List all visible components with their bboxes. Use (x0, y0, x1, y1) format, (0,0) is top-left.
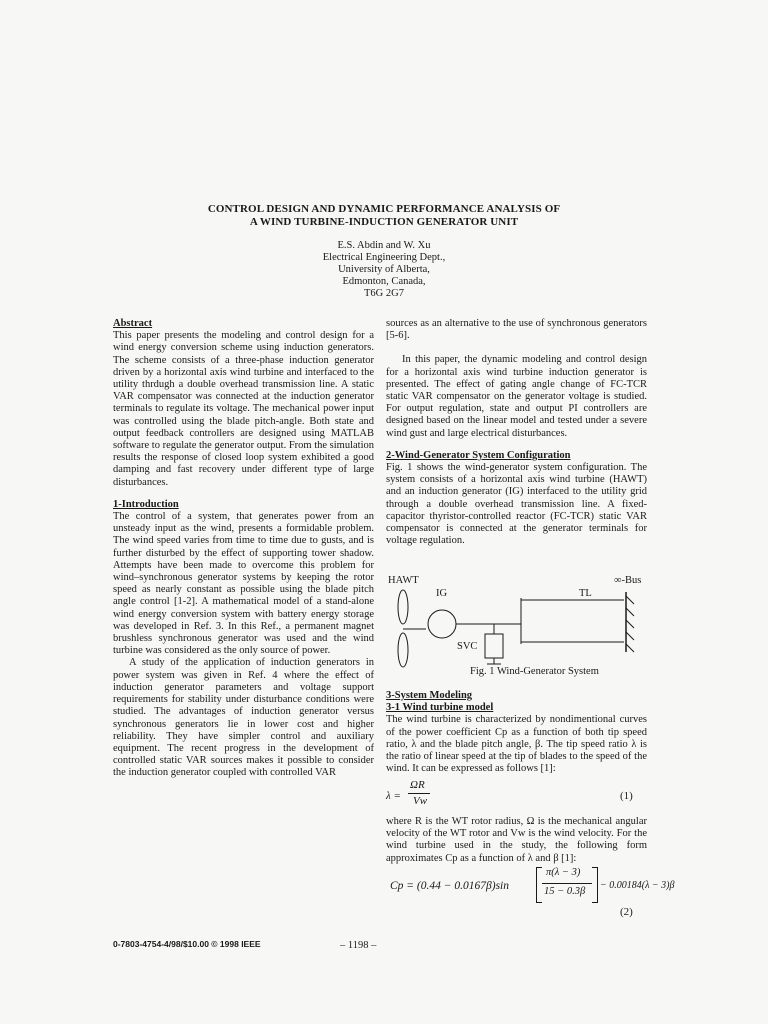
induction-generator-symbol (428, 610, 456, 638)
abstract-text: This paper presents the modeling and control design for a wind energy conversion scheme using induction generators. The scheme consists of a three-phase induction generator driven by a horizontal axis wind turbine and interfaced to the utility thrdugh a double overhead transmission line. A static VAR compensator was connected at the induction generator terminals to regulate its voltage. The mechanical power input was controlled using the blade pitch-angle. Both state and output feedback controllers are designed using MATLAB software to regulate the generator output. From the simulation results the response of closed loop system exhibited a good damping and fast recovery under different type of large disturbances. (113, 330, 374, 488)
section2-heading: 2-Wind-Generator System Configuration (386, 449, 571, 461)
svc-box (485, 634, 503, 658)
eq2-lhs: Cp = (0.44 − 0.0167β)sin (390, 880, 509, 892)
continued-paragraph: sources as an alternative to the use of synchronous generators [5-6]. (386, 318, 647, 342)
intro-paragraph-2: A study of the application of induction generators in power system was given in Ref. 4 where the effect of induction generator parameters and voltage support requirements for stability under disturbance conditions were studied. The advantages of induction generator versus synchronous generators lie in lower cost and higher reliability. They have simpler control and auxiliary equipment. The recent progress in the development of controlled static VAR sources makes it possible to consider the induction generator coupled with controlled VAR (113, 657, 374, 779)
left-column (113, 318, 374, 780)
eq2-denominator: 15 − 0.3β (544, 886, 586, 897)
intro-heading: 1-Introduction (113, 498, 179, 510)
paper-title (0, 203, 768, 229)
section31-heading: 3-1 Wind turbine model (386, 702, 494, 714)
figure-1-caption: Fig. 1 Wind-Generator System (470, 666, 599, 677)
label-tl: TL (579, 588, 592, 599)
where-text: where R is the WT rotor radius, Ω is the mechanical angular velocity of the WT rotor and Vw is the wind velocity. For the wind turbine used in the study, the following form approximates Cp as a function of λ and β [1]: (386, 816, 647, 864)
title-line-2: A WIND TURBINE-INDUCTION GENERATOR UNIT (249, 216, 519, 228)
eq1-tag: (1) (620, 790, 633, 802)
label-infinite-bus: ∞-Bus (614, 575, 642, 586)
eq1-denominator: Vw (413, 795, 428, 807)
page-number: – 1198 – (340, 940, 377, 951)
paper-overview-paragraph: In this paper, the dynamic modeling and control design for a horizontal axis wind turbine induction generator is presented. The effect of gating angle change of FC-TCR static VAR compensator on the generator voltage is studied. For output regulation, state and output PI controllers are designed based on the linear model and tested under a severe wind gust and large electrical disturbances. (386, 354, 647, 439)
eq1-lhs: λ = (386, 790, 401, 802)
author-block (0, 240, 768, 300)
equation-2 (386, 866, 675, 920)
eq2-rhs: − 0.00184(λ − 3)β (600, 880, 675, 891)
right-column-bottom (386, 690, 647, 775)
title-line-1: CONTROL DESIGN AND DYNAMIC PERFORMANCE ANALYSIS OF (207, 203, 561, 215)
label-ig: IG (436, 588, 448, 599)
label-hawt: HAWT (388, 575, 419, 586)
author-university: University of Alberta, (338, 264, 430, 275)
author-city: Edmonton, Canada, (342, 276, 426, 287)
right-column-top (386, 318, 647, 547)
author-names: E.S. Abdin and W. Xu (337, 240, 431, 251)
eq1-numerator: ΩR (410, 779, 425, 791)
turbine-blade-upper (398, 590, 408, 624)
section3-heading: 3-System Modeling (386, 690, 473, 701)
author-postal: T6G 2G7 (364, 288, 404, 299)
author-dept: Electrical Engineering Dept., (322, 252, 446, 263)
turbine-blade-lower (398, 633, 408, 667)
equation-1 (386, 778, 648, 812)
abstract-heading: Abstract (113, 318, 153, 329)
section31-text: The wind turbine is characterized by nondimentional curves of the power coefficient Cp as a function of both tip speed ratio, λ and the blade pitch angle, β. The tip speed ratio λ is the ratio of linear speed at the tip of blades to the speed of the wind. It can be expressed as follows [1]: (386, 714, 647, 775)
section2-text: Fig. 1 shows the wind-generator system configuration. The system consists of a horizontal axis wind turbine (HAWT) and an induction generator (IG) interfaced to the utility grid through a double overhead transmission line. A fixed-capacitor thyristor-controlled reactor (FC-TCR) static VAR compensator is connected at the generator terminals for voltage regulation. (386, 462, 647, 547)
eq2-numerator: π(λ − 3) (546, 867, 581, 878)
intro-paragraph-1: The control of a system, that generates power from an unsteady input as the wind, presents a formidable problem. The wind speed varies from time to time due to gusts, and is further disturbed by the effect of supporting tower shadow. Attempts have been made to overcome this problem for wind–synchronous generator systems by keeping the rotor speed as nearly constant as possible using the blade pitch angle control [1-2]. A mathematical model of a stand-alone wind energy conversion system with battery energy storage was developed in Ref. 3. In this Ref., a permanent magnet brushless synchronous generator was used and the wind turbine was considered as the only source of power. (113, 511, 374, 657)
eq2-tag: (2) (620, 906, 633, 918)
copyright-footer: 0-7803-4754-4/98/$10.00 © 1998 IEEE (113, 939, 261, 949)
where-paragraph-block (386, 816, 647, 865)
label-svc: SVC (457, 641, 478, 652)
